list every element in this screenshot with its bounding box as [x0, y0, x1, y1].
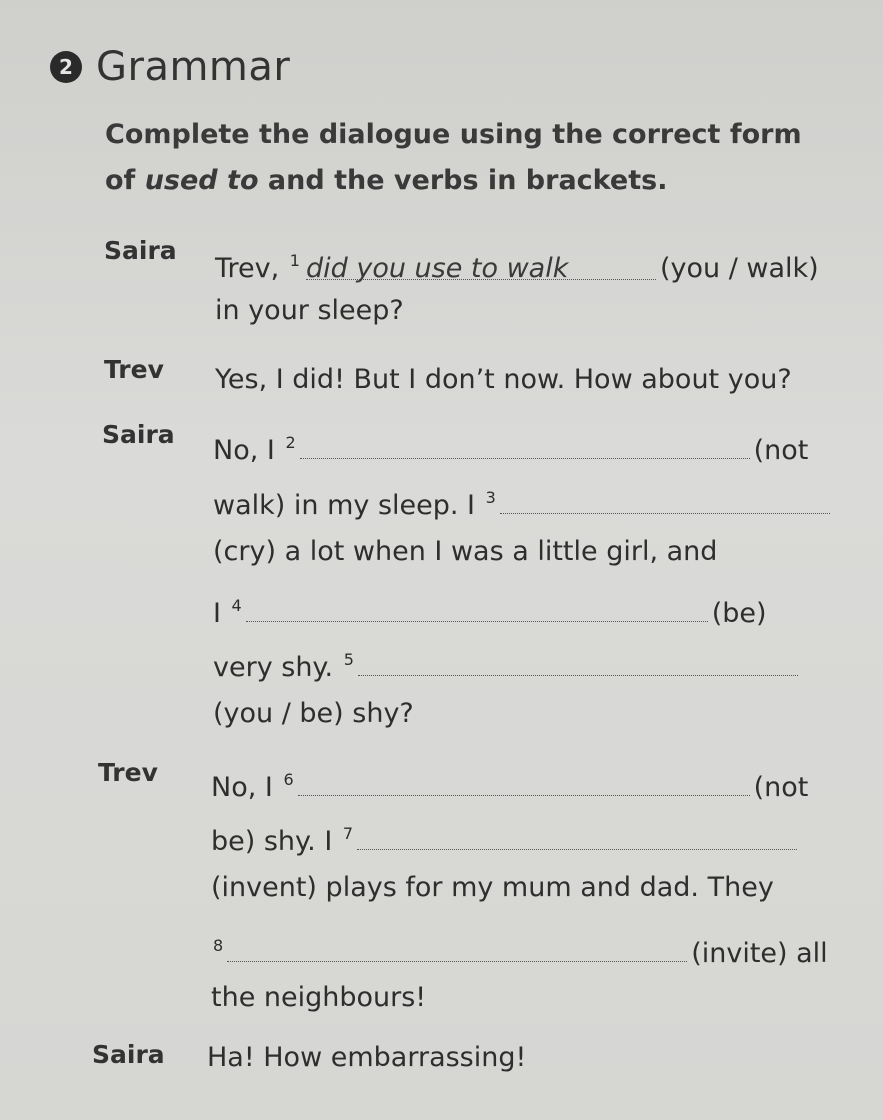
- dialogue-line: [213, 642, 802, 686]
- verb-prompt: (be): [711, 598, 767, 629]
- instruction-text: of: [105, 165, 145, 196]
- line-text: be) shy. I: [211, 826, 341, 857]
- dialogue-line: Ha! How embarrassing!: [207, 1042, 527, 1073]
- verb-prompt: (invite) all: [691, 938, 828, 969]
- line-text: very shy.: [213, 652, 342, 683]
- answer-blank-8[interactable]: [227, 933, 687, 962]
- exercise-number-badge: 2: [50, 51, 82, 83]
- instruction-line-1: Complete the dialogue using the correct form: [105, 119, 802, 150]
- verb-prompt: (not: [753, 435, 809, 466]
- line-text: I: [213, 598, 230, 629]
- dialogue-line: in your sleep?: [215, 295, 404, 326]
- line-text: No, I: [213, 435, 284, 466]
- instruction-line-2: [105, 158, 845, 204]
- blank-number: 4: [231, 596, 242, 615]
- dialogue-line: the neighbours!: [211, 982, 427, 1013]
- answer-blank-5[interactable]: [358, 647, 798, 676]
- blank-number: 6: [283, 770, 294, 789]
- answer-blank-2[interactable]: [300, 430, 750, 459]
- answer-blank-4[interactable]: [246, 593, 708, 622]
- answer-blank-1[interactable]: [305, 251, 656, 284]
- dialogue-line: [215, 243, 819, 287]
- dialogue-line: (cry) a lot when I was a little girl, and: [213, 536, 718, 567]
- line-text: No, I: [211, 772, 282, 803]
- dialogue-line: [213, 480, 834, 524]
- blank-number: 7: [342, 824, 354, 843]
- filled-answer: did you use to walk: [305, 253, 569, 284]
- dialogue-line: [213, 425, 808, 469]
- blank-number: 2: [285, 433, 296, 452]
- dialogue-line: (invent) plays for my mum and dad. They: [211, 872, 774, 903]
- instruction-italic-term: used to: [144, 165, 259, 196]
- instruction-text: and the verbs in brackets.: [258, 165, 668, 196]
- dialogue-line: [213, 588, 767, 632]
- verb-prompt: (you / walk): [659, 253, 819, 284]
- speaker-saira: Saira: [104, 236, 177, 265]
- speaker-saira: Saira: [92, 1040, 165, 1069]
- dialogue-line: [211, 928, 828, 972]
- blank-number: 5: [343, 650, 354, 669]
- dialogue-line: [211, 762, 808, 806]
- instructions: [105, 112, 845, 204]
- exercise-heading: [50, 44, 290, 90]
- answer-blank-3[interactable]: [500, 485, 830, 514]
- speaker-saira: Saira: [102, 420, 175, 449]
- blank-number: 3: [485, 488, 496, 507]
- dialogue-line: Yes, I did! But I don’t now. How about you?: [215, 364, 792, 395]
- speaker-trev: Trev: [104, 355, 164, 384]
- line-text: walk) in my sleep. I: [213, 490, 484, 521]
- line-text: Trev,: [215, 253, 288, 284]
- exercise-title: Grammar: [96, 44, 291, 90]
- answer-blank-6[interactable]: [298, 767, 750, 796]
- blank-number: 8: [213, 936, 224, 955]
- answer-blank-7[interactable]: [357, 821, 797, 850]
- dialogue-line: (you / be) shy?: [213, 698, 414, 729]
- blank-number: 1: [289, 251, 300, 270]
- speaker-trev: Trev: [98, 758, 158, 787]
- verb-prompt: (not: [753, 772, 809, 803]
- dialogue-line: [211, 816, 801, 860]
